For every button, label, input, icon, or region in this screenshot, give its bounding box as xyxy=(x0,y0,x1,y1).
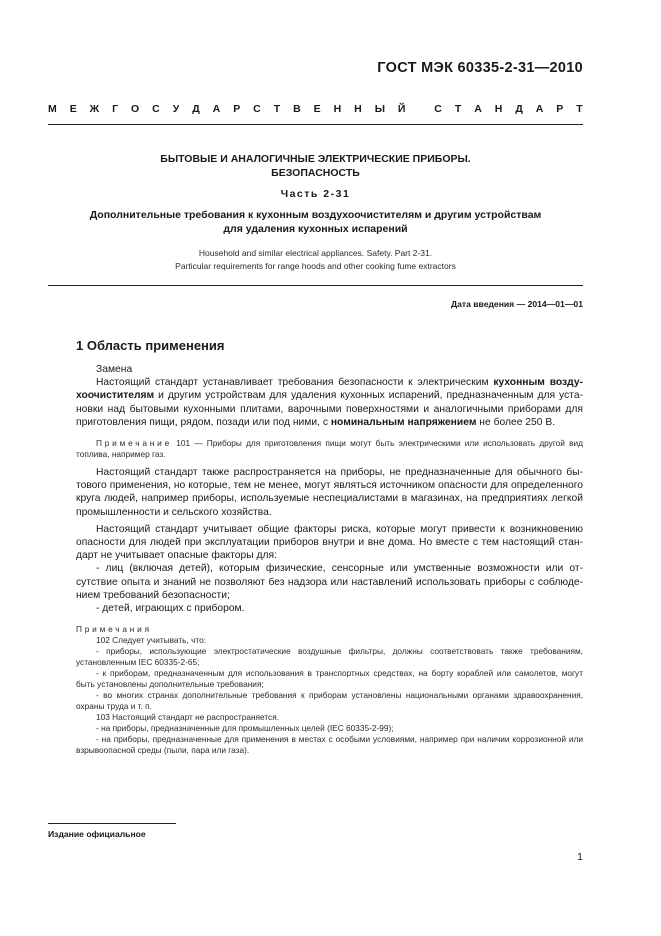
note-101-text: 101 — Приборы для приготовления пищи могут быть электрическими или использовать другой вид топлива, например газ. xyxy=(76,438,583,460)
heading-letter: У xyxy=(172,103,180,115)
document-title xyxy=(48,152,583,180)
heading-letter: Н xyxy=(333,103,342,115)
heading-letter: Е xyxy=(313,103,321,115)
note-103-item-2: - на приборы, предназначенные для применения в местах с особыми условиями, например при наличии коррозионной или взрывоопасной среды (пыли, пара или газа). xyxy=(76,734,583,756)
heading-letter: Д xyxy=(192,103,200,115)
note-103-item-1: - на приборы, предназначенные для промышленных целей (IEC 60335-2-99); xyxy=(96,723,394,734)
heading-letter: М xyxy=(48,103,57,115)
heading-letter: Т xyxy=(273,103,281,115)
heading-letter: В xyxy=(293,103,301,115)
notes-label: Примечания xyxy=(76,624,152,635)
page-number: 1 xyxy=(577,851,583,863)
heading-letter: С xyxy=(434,103,442,115)
paragraph-extended-scope: Настоящий стандарт также распространяется на приборы, не предназначенные для обычного бытового применения, но которые, тем не менее, могут являться источником опасности для определенного круга людей, например приборы, используемые неспециалистами в магазинах, на предприятиях легкой промышленности и сельского хозяйства. xyxy=(76,467,583,518)
term-rated-voltage: номинальным напряжением xyxy=(330,416,477,428)
note-103-heading: 103 Настоящий стандарт не распространяется. xyxy=(96,712,280,723)
title-line-2: БЕЗОПАСНОСТЬ xyxy=(271,167,360,179)
note-102-item-1: - приборы, использующие электростатические воздушные фильтры, должны соответствовать также требованиям, установленным IEC 60335-2-65; xyxy=(76,646,583,668)
note-101-label: Примечание xyxy=(96,438,173,449)
heading-letter: С xyxy=(152,103,160,115)
heading-letter: О xyxy=(131,103,140,115)
part-number: Часть 2-31 xyxy=(280,188,351,200)
title-block-rule xyxy=(48,285,583,286)
heading-letter: Е xyxy=(69,103,77,115)
interstate-standard-heading xyxy=(48,103,583,115)
bullet-children: - детей, играющих с прибором. xyxy=(96,603,245,615)
section-body xyxy=(76,363,583,756)
term-range-hoods: кухонным воздухоочистителям xyxy=(76,377,583,402)
introduction-date: Дата введения — 2014—01—01 xyxy=(450,299,583,309)
heading-letter: Н xyxy=(354,103,362,115)
title-line-1: БЫТОВЫЕ И АНАЛОГИЧНЫЕ ЭЛЕКТРИЧЕСКИЕ ПРИБОРЫ. xyxy=(160,153,471,165)
heading-letter: Р xyxy=(556,103,564,115)
heading-letter: А xyxy=(212,103,221,115)
paragraph-scope xyxy=(76,376,583,429)
heading-letter: Г xyxy=(112,103,119,115)
heading-letter: С xyxy=(253,103,261,115)
heading-letter: А xyxy=(474,103,482,115)
subtitle-line-2: для удаления кухонных испарений xyxy=(223,223,408,235)
paragraph-scope-part-e: не более 250 В. xyxy=(476,416,556,428)
paragraph-scope-part-c: и другим устройствам для удаления кухонных испарений, предназначенным для установки над бытовыми кухонными плитами, варочными поверхностями и аналогичными приборами для приготовления пищи, рядом, позади или под ними, с xyxy=(76,390,583,428)
official-edition: Издание официальное xyxy=(48,829,146,839)
english-title-line-1: Household and similar electrical appliances. Safety. Part 2-31. xyxy=(198,248,433,258)
heading-letter: Д xyxy=(515,103,523,115)
heading-letter: Т xyxy=(576,103,583,115)
document-subtitle xyxy=(48,208,583,236)
note-102-item-2: - к приборам, предназначенным для использования в транспортных средствах, на борту кораблей или самолетов, могут быть установлены дополнительные требования; xyxy=(76,668,583,690)
subtitle-line-1: Дополнительные требования к кухонным воздухоочистителям и другим устройствам xyxy=(89,209,542,221)
heading-letter: Т xyxy=(454,103,462,115)
section-heading: 1 Область применения xyxy=(76,338,225,353)
paragraph-scope-part-a: Настоящий стандарт устанавливает требования безопасности к электрическим xyxy=(96,377,494,389)
note-102-item-3: - во многих странах дополнительные требования к приборам установлены национальными органами здравоохранения, охраны труда и т. п. xyxy=(76,690,583,712)
heading-letter: Р xyxy=(233,103,241,115)
bullet-persons: - лиц (включая детей), которым физические, сенсорные или умственные возможности или отсутствие опыта и знаний не позволяют без надзора или наставлений использовать приборы с соблюдением требований безопасности; xyxy=(76,563,583,601)
heading-gap xyxy=(418,103,421,115)
heading-letter: А xyxy=(535,103,544,115)
document-code: ГОСТ МЭК 60335-2-31—2010 xyxy=(377,60,583,76)
top-rule xyxy=(48,124,583,125)
heading-letter: Ы xyxy=(374,103,385,115)
english-title-line-2: Particular requirements for range hoods and other cooking fume extractors xyxy=(175,261,456,271)
paragraph-risk-factors: Настоящий стандарт учитывает общие факторы риска, которые могут привести к возникновению опасности для людей при эксплуатации приборов внутри и вне дома. Но вместе с тем настоящий стандарт не учитывает опасные факторы для: xyxy=(76,523,583,562)
english-title xyxy=(48,247,583,273)
footer-rule xyxy=(48,823,176,824)
heading-letter: Н xyxy=(494,103,503,115)
note-102-heading: 102 Следует учитывать, что: xyxy=(96,635,207,646)
heading-letter: Й xyxy=(397,103,406,115)
note-101 xyxy=(76,438,583,460)
replace-label: Замена xyxy=(96,364,133,375)
heading-letter: Ж xyxy=(89,103,100,115)
